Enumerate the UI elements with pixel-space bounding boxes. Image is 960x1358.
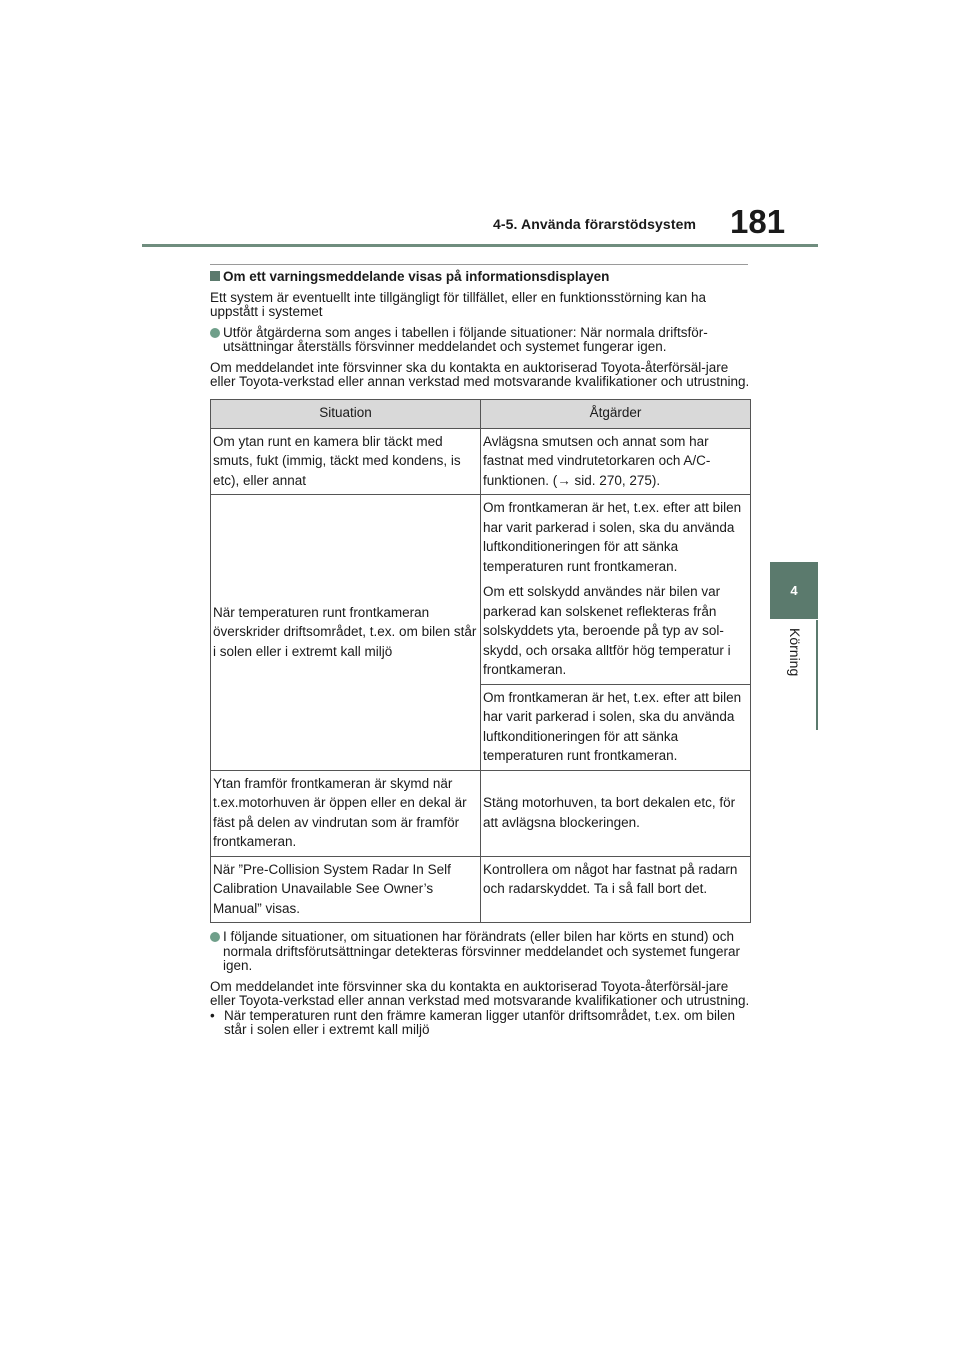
table-cell-action: Avlägsna smutsen och annat som har fastnat med vindrutetorkaren och A/C-funktionen. (→ sid. 270, 275). <box>481 428 751 495</box>
table-row <box>211 495 751 685</box>
chapter-tab: 4 <box>770 562 818 619</box>
contact-paragraph: Om meddelandet inte försvinner ska du kontakta en auktoriserad Toyota-återförsäl-jare eller Toyota-verkstad eller annan verkstad med motsvarande kvalifikationer och utrustning. <box>210 359 750 389</box>
list-item-text: När temperaturen runt den främre kameran ligger utanför driftsområdet, t.ex. om bilen står i solen eller i extremt kall miljö <box>224 1007 735 1037</box>
circle-bullet-icon <box>210 932 220 942</box>
table-cell-action: Stäng motorhuven, ta bort dekalen etc, för att avlägsna blockeringen. <box>481 770 751 856</box>
table-cell-situation: Om ytan runt en kamera blir täckt med smuts, fukt (immig, täckt med kondens, is etc), eller annat <box>211 428 481 495</box>
content-divider <box>210 264 748 265</box>
column-header-action: Åtgärder <box>481 399 751 428</box>
page-content <box>210 264 750 1038</box>
intro-paragraph: Ett system är eventuellt inte tillgängligt för tillfället, eller en funktionsstörning kan ha uppstått i systemet <box>210 289 707 319</box>
contact-paragraph <box>210 980 750 1009</box>
section-heading-text: Om ett varningsmeddelande visas på informationsdisplayen <box>223 269 610 284</box>
table-cell-action: Om frontkameran är het, t.ex. efter att bilen har varit parkerad i solen, ska du använda luftkonditioneringen för att sänka temperaturen runt frontkameran. <box>481 684 751 770</box>
bullet-item <box>210 930 750 974</box>
bullet-item-text: I följande situationer, om situationen har förändrats (eller bilen har körts en stund) och normala driftsförutsättningar detekteras försvinner meddelandet och systemet fungerar igen. <box>223 929 741 973</box>
contact-paragraph-text: Om meddelandet inte försvinner ska du kontakta en auktoriserad Toyota-återförsäl-jare eller Toyota-verkstad eller annan verkstad med motsvarande kvalifikationer och utrustning. <box>210 978 750 1008</box>
table-row <box>211 856 751 923</box>
section-title: 4-5. Använda förarstödsystem <box>493 216 697 232</box>
table-cell-action-part: Om frontkameran är het, t.ex. efter att bilen har varit parkerad i solen, ska du använda luftkonditioneringen för att sänka temperaturen runt frontkameran. <box>483 500 742 574</box>
column-header-situation: Situation <box>211 399 481 428</box>
table-cell-situation: Ytan framför frontkameran är skymd när t.ex.motorhuven är öppen eller en dekal är fäst på delen av vindrutan som är framför frontkameran. <box>211 770 481 856</box>
chapter-label: Körning <box>787 628 803 677</box>
situation-table <box>210 399 751 924</box>
table-cell-action: Kontrollera om något har fastnat på radarn och radarskyddet. Ta i så fall bort det. <box>481 856 751 923</box>
page-number: 181 <box>730 203 786 240</box>
chapter-tab-rule <box>816 620 818 730</box>
table-cell-action-part: Om ett solskydd användes när bilen var parkerad kan solskenet reflekteras från solskyddets yta, beroende på typ av sol-skydd, och orsaka alltför hög temperatur i frontkameran. <box>483 584 731 677</box>
table-header-row <box>211 399 751 428</box>
circle-bullet-icon <box>210 328 220 338</box>
list-item <box>210 1009 750 1038</box>
table-cell-situation: När ”Pre-Collision System Radar In Self Calibration Unavailable See Owner’s Manual” visas. <box>211 856 481 923</box>
table-cell-situation: När temperaturen runt frontkameran överskrider driftsområdet, t.ex. om bilen står i solen eller i extremt kall miljö <box>211 495 481 771</box>
section-heading <box>210 270 750 285</box>
table-cell-action <box>481 495 751 685</box>
bullet-item <box>210 326 750 355</box>
table-row <box>211 428 751 495</box>
table-row <box>211 770 751 856</box>
list-bullet-mark: • <box>210 1007 215 1023</box>
header-divider <box>142 244 818 247</box>
bullet-item-text: Utför åtgärderna som anges i tabellen i följande situationer: När normala driftsför-utsättningar återställs försvinner meddelandet och systemet fungerar igen. <box>223 324 708 354</box>
square-bullet-icon <box>210 271 220 281</box>
